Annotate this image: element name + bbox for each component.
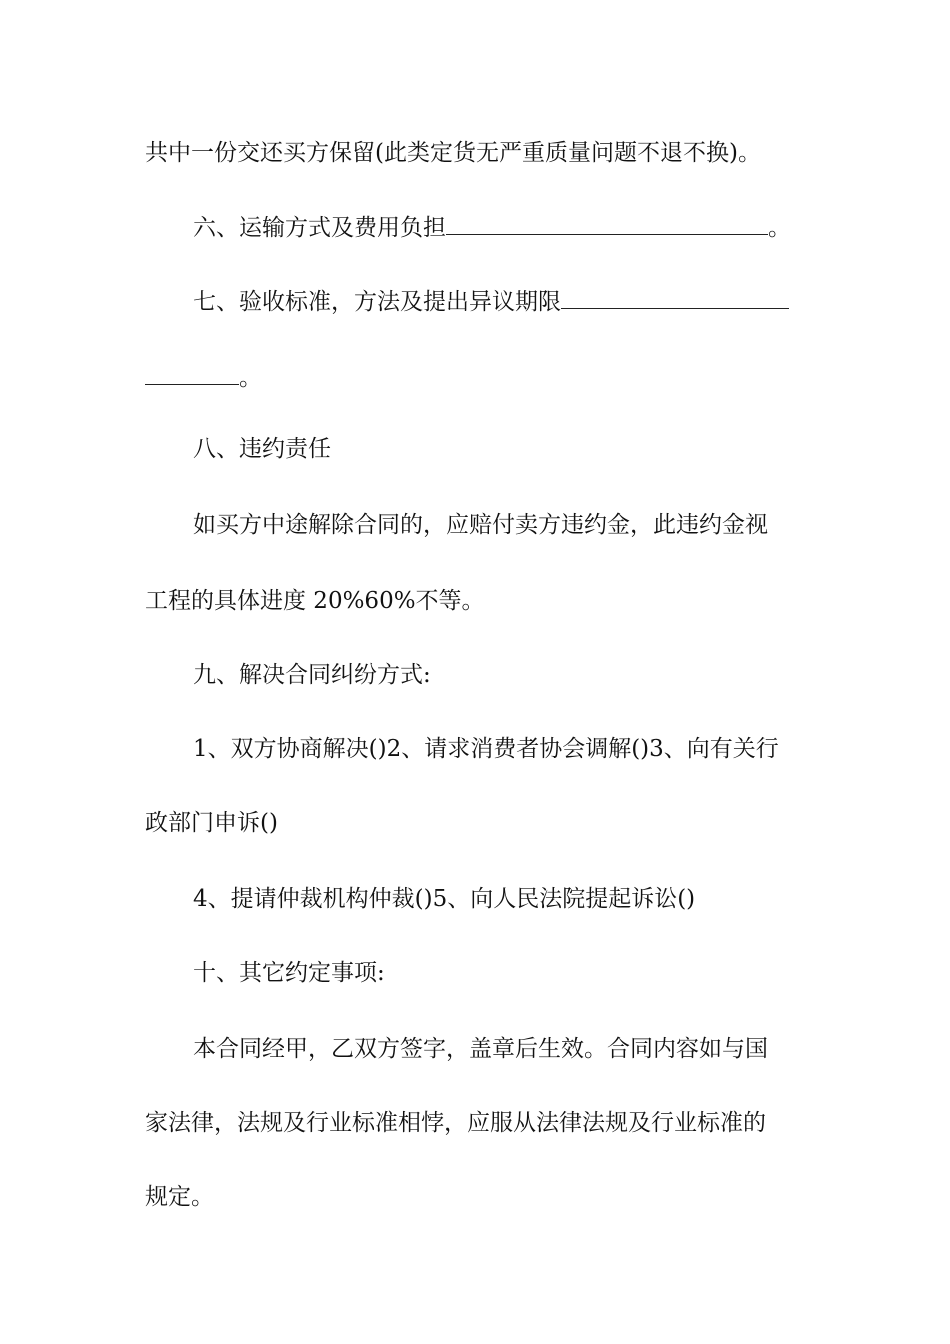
fill-in-blank xyxy=(561,286,789,309)
text: 规定。 xyxy=(145,1184,214,1210)
paragraph-line xyxy=(0,734,950,764)
text: 政部门申诉() xyxy=(145,810,278,836)
fill-in-blank xyxy=(446,212,768,235)
clause-8-heading xyxy=(0,434,950,464)
fill-in-blank xyxy=(145,362,239,385)
clause-end: 。 xyxy=(239,365,262,391)
paragraph-line xyxy=(0,510,950,540)
clause-label: 七、验收标准，方法及提出异议期限 xyxy=(193,289,561,315)
text: 4、提请仲裁机构仲裁()5、向人民法院提起诉讼() xyxy=(193,886,696,912)
text: 如买方中途解除合同的，应赔付卖方违约金，此违约金视 xyxy=(193,512,768,538)
clause-label: 六、运输方式及费用负担 xyxy=(193,215,446,241)
paragraph-line xyxy=(0,808,950,838)
clause-10-heading xyxy=(0,958,950,988)
text: 本合同经甲，乙双方签字，盖章后生效。合同内容如与国 xyxy=(193,1036,768,1062)
text: 九、解决合同纠纷方式: xyxy=(193,662,431,688)
text: 十、其它约定事项: xyxy=(193,960,385,986)
paragraph-line xyxy=(0,884,950,914)
clause-6-transport xyxy=(0,212,950,243)
clause-end: 。 xyxy=(768,215,791,241)
text: 家法律，法规及行业标准相悖，应服从法律法规及行业标准的 xyxy=(145,1110,766,1136)
paragraph-line xyxy=(0,586,950,616)
clause-7-continuation xyxy=(0,362,950,393)
text: 工程的具体进度 20%60%不等。 xyxy=(145,588,485,614)
clause-9-heading xyxy=(0,660,950,690)
clause-7-acceptance xyxy=(0,286,950,317)
text: 八、违约责任 xyxy=(193,436,331,462)
paragraph-line xyxy=(0,1182,950,1212)
paragraph-line xyxy=(0,1034,950,1064)
paragraph-line xyxy=(0,1108,950,1138)
text: 1、双方协商解决()2、请求消费者协会调解()3、向有关行 xyxy=(193,736,779,762)
text: 共中一份交还买方保留(此类定货无严重质量问题不退不换)。 xyxy=(145,140,761,166)
paragraph-line-continuation xyxy=(0,138,950,168)
